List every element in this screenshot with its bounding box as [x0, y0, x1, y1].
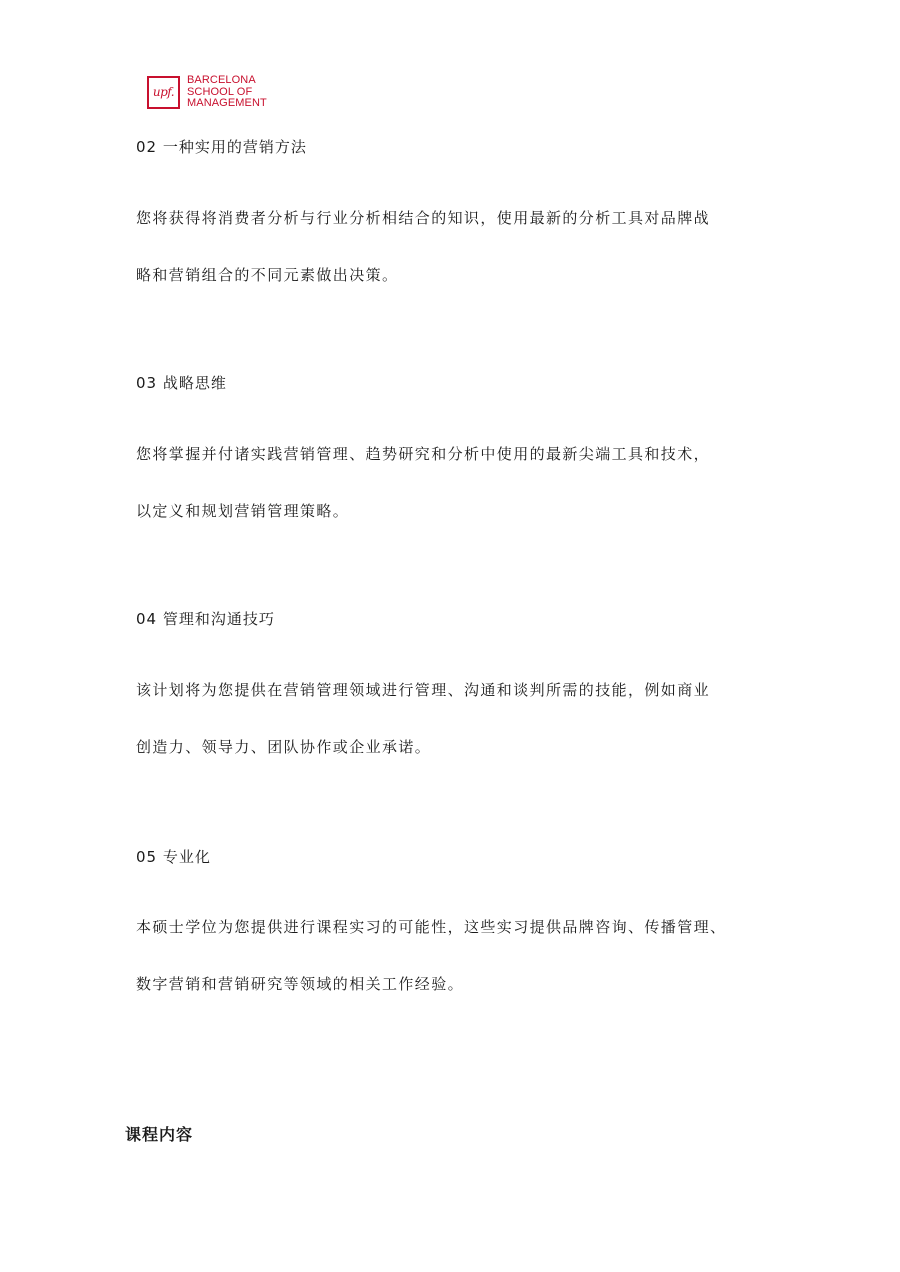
logo-line: SCHOOL OF: [187, 85, 253, 98]
logo-wordmark: [187, 75, 267, 110]
section-paragraph-02: [136, 207, 786, 286]
upf-logo-mark: upf.: [147, 76, 180, 109]
section-heading-04: 04 管理和沟通技巧: [136, 610, 275, 628]
paragraph-line: 创造力、领导力、团队协作或企业承诺。: [136, 738, 432, 756]
paragraph-line: 以定义和规划营销管理策略。: [136, 502, 350, 520]
paragraph-line: 您将获得将消费者分析与行业分析相结合的知识，使用最新的分析工具对品牌战: [136, 209, 711, 227]
paragraph-line: 您将掌握并付诸实践营销管理、趋势研究和分析中使用的最新尖端工具和技术，: [136, 445, 711, 463]
section-paragraph-03: [136, 443, 786, 522]
logo: [147, 75, 267, 110]
section-heading-03: 03 战略思维: [136, 374, 227, 392]
section-heading-02: 02 一种实用的营销方法: [136, 138, 307, 156]
logo-line: MANAGEMENT: [187, 97, 267, 109]
section-paragraph-04: [136, 679, 786, 758]
logo-line: BARCELONA: [187, 74, 256, 86]
paragraph-line: 本硕士学位为您提供进行课程实习的可能性，这些实习提供品牌咨询、传播管理、: [136, 918, 727, 936]
paragraph-line: 该计划将为您提供在营销管理领域进行管理、沟通和谈判所需的技能，例如商业: [136, 681, 711, 699]
paragraph-line: 数字营销和营销研究等领域的相关工作经验。: [136, 975, 465, 993]
section-paragraph-05: [136, 916, 786, 995]
paragraph-line: 略和营销组合的不同元素做出决策。: [136, 266, 399, 284]
course-content-title: 课程内容: [125, 1125, 194, 1144]
section-heading-05: 05 专业化: [136, 848, 211, 866]
